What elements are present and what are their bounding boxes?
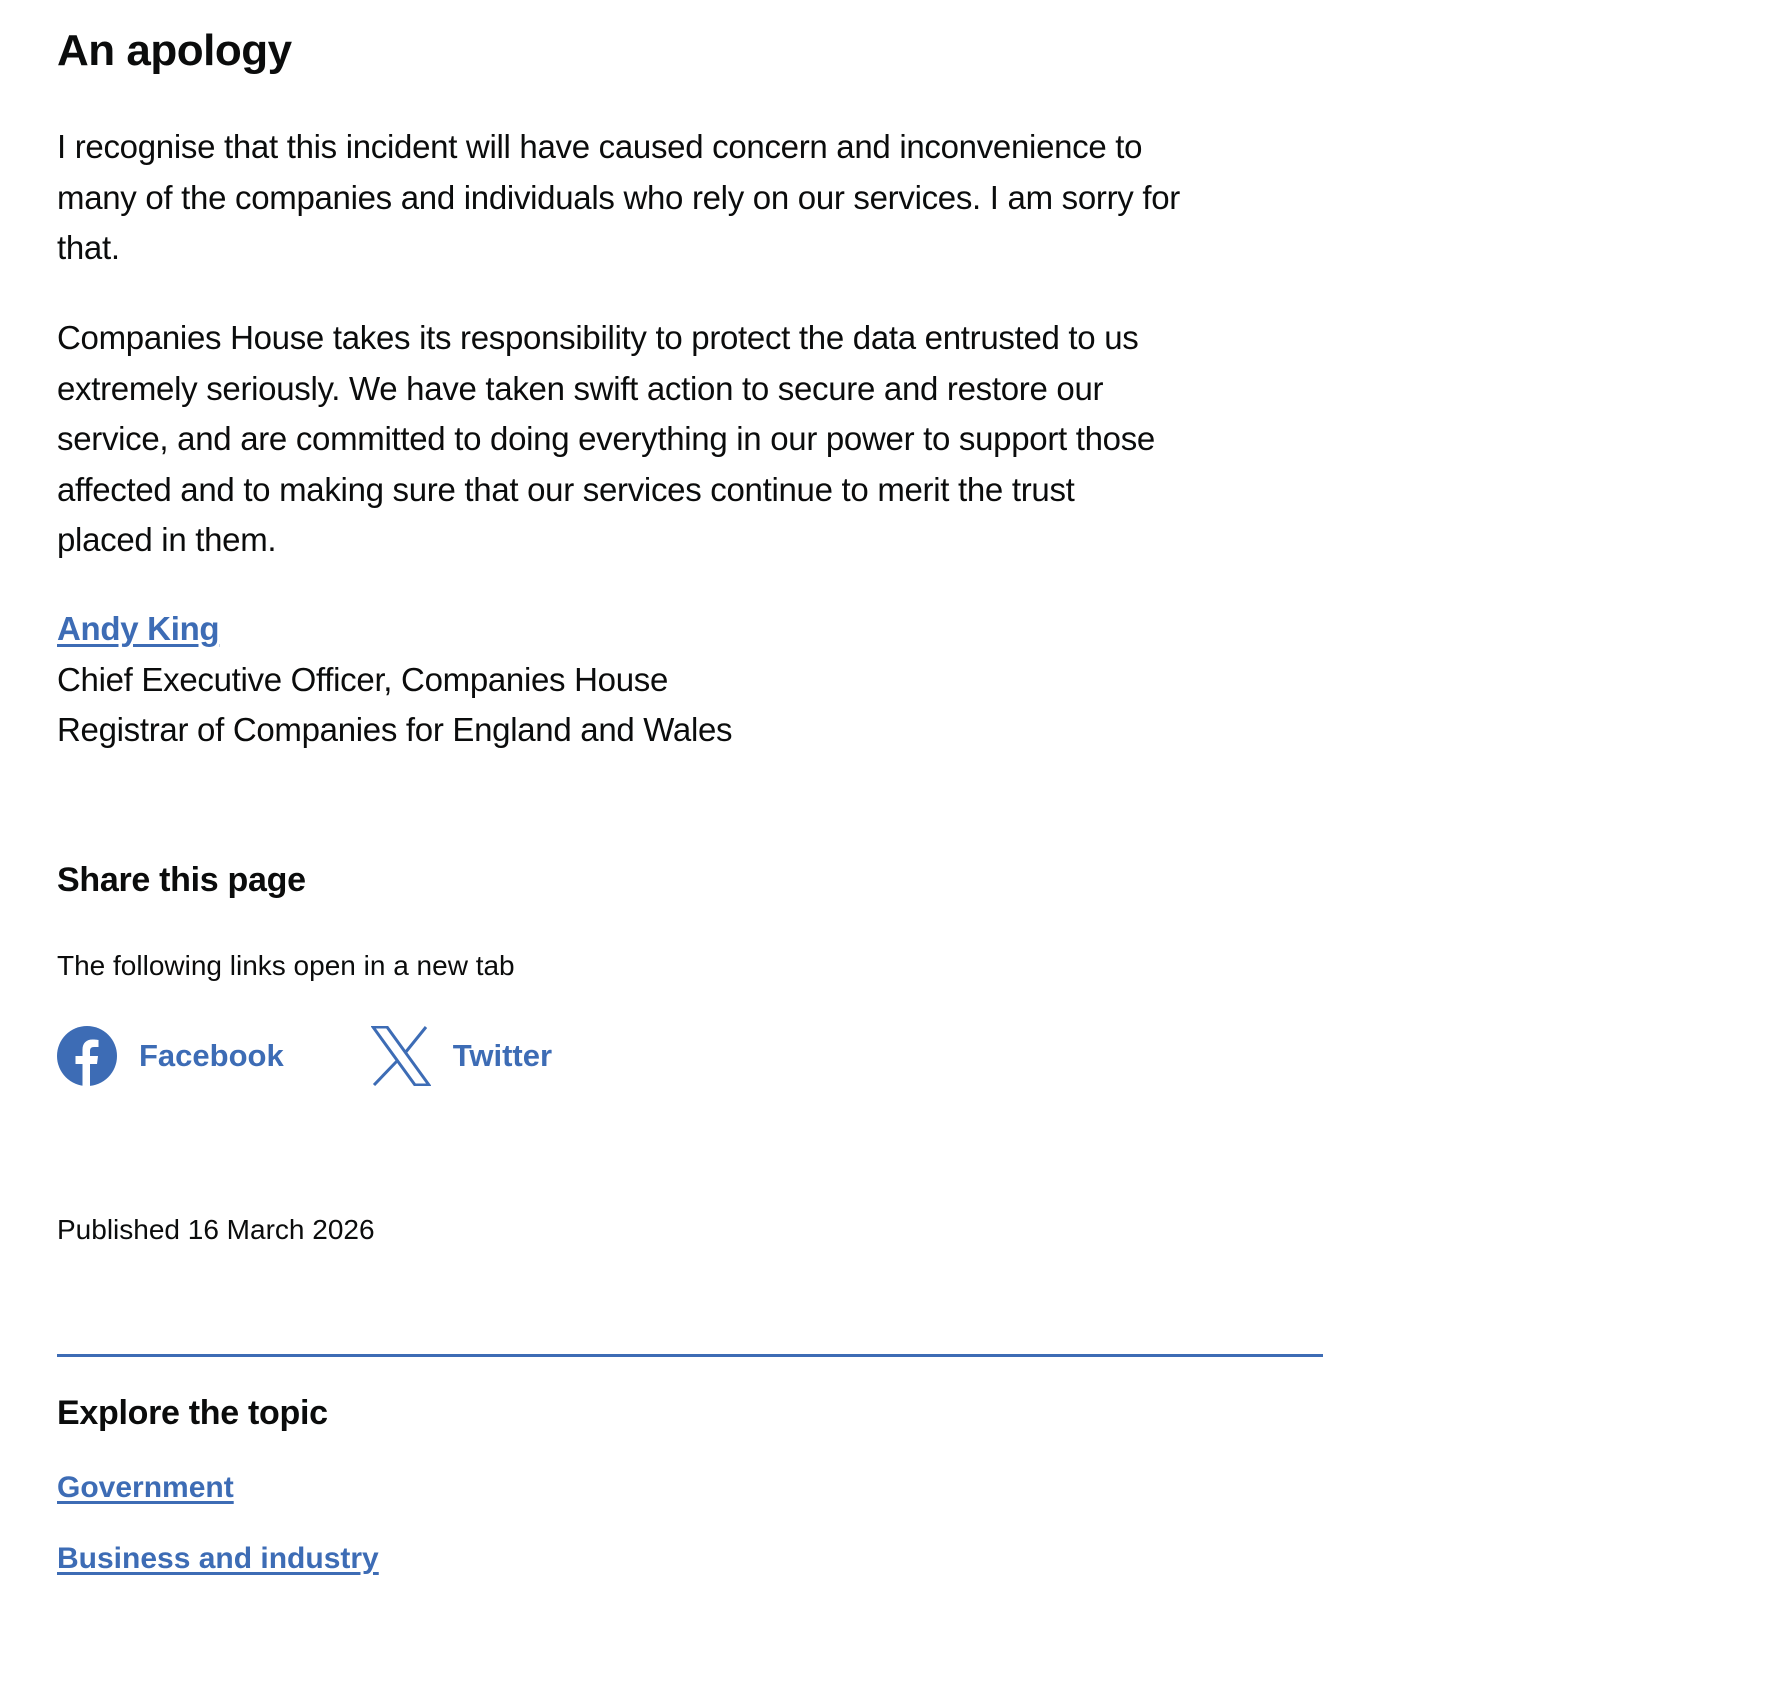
section-divider	[57, 1354, 1323, 1357]
share-heading: Share this page	[57, 861, 306, 899]
topic-link-item	[57, 1471, 234, 1505]
paragraph-line: placed in them.	[57, 521, 277, 558]
signature	[57, 604, 732, 756]
share-facebook-link[interactable]	[57, 1026, 284, 1086]
author-role-registrar: Registrar of Companies for England and Wales	[57, 711, 733, 748]
author-role: Chief Executive Officer, Companies House	[57, 660, 669, 698]
paragraph-line: that.	[57, 229, 120, 266]
topic-link-government[interactable]: Government	[57, 1471, 234, 1504]
share-links	[57, 1026, 639, 1086]
paragraph-line: many of the companies and individuals who rely on our services. I am sorry for	[57, 178, 1180, 216]
facebook-icon	[57, 1026, 117, 1086]
share-facebook-label: Facebook	[139, 1038, 284, 1073]
topic-link-item	[57, 1542, 379, 1576]
share-twitter-link[interactable]	[371, 1026, 552, 1086]
published-date: Published 16 March 2026	[57, 1214, 375, 1245]
explore-heading: Explore the topic	[57, 1394, 328, 1432]
share-twitter-label: Twitter	[452, 1038, 553, 1073]
topic-link-business[interactable]: Business and industry	[57, 1542, 379, 1575]
apology-paragraph	[57, 122, 1180, 274]
share-note: The following links open in a new tab	[57, 950, 515, 981]
author-link[interactable]: Andy King	[57, 610, 220, 647]
page-title: An apology	[57, 26, 292, 75]
paragraph-line: Companies House takes its responsibility to protect the data entrusted to us	[57, 319, 1139, 356]
commitment-paragraph	[57, 313, 1155, 566]
paragraph-line: affected and to making sure that our services continue to merit the trust	[57, 470, 1075, 508]
paragraph-line: extremely seriously. We have taken swift action to secure and restore our	[57, 369, 1104, 407]
paragraph-line: service, and are committed to doing everything in our power to support those	[57, 420, 1155, 457]
paragraph-line: I recognise that this incident will have caused concern and inconvenience to	[57, 128, 1143, 165]
x-twitter-icon	[371, 1026, 431, 1086]
